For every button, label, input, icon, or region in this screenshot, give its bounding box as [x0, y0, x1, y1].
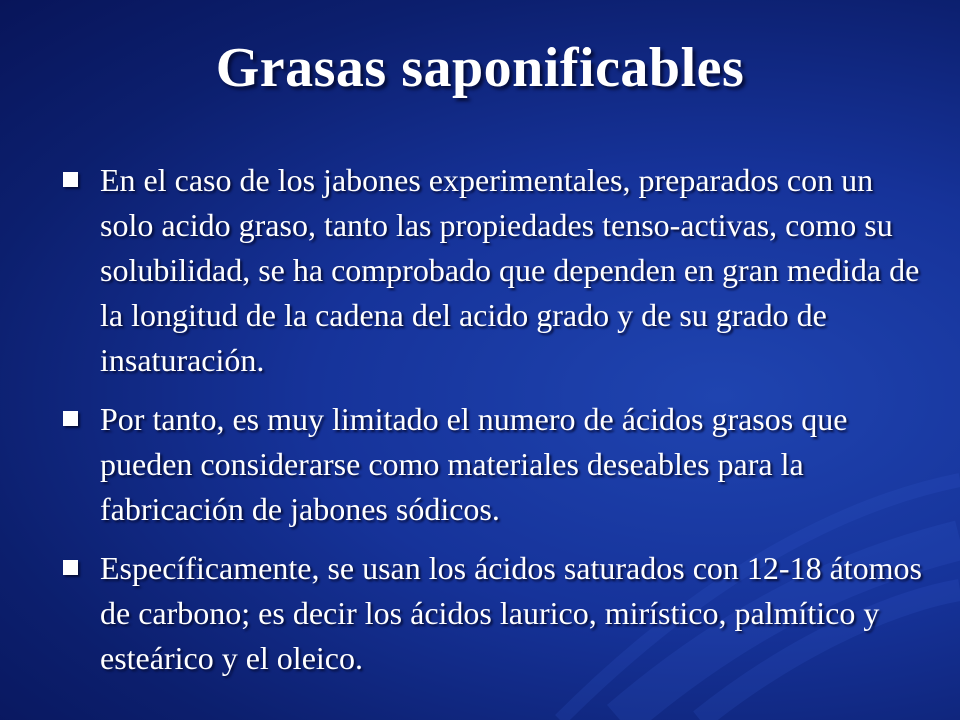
- bullet-item: [60, 158, 930, 383]
- bullet-list: [60, 158, 930, 695]
- square-bullet-icon: [63, 172, 78, 187]
- square-bullet-icon: [63, 560, 78, 575]
- bullet-text: En el caso de los jabones experimentales, preparados con un solo acido graso, tanto las propiedades tenso-activas, como su solubilidad, se ha comprobado que dependen en gran medida de la longitud de la cadena del acido grado y de su grado de insaturación.: [100, 162, 920, 378]
- bullet-text: Por tanto, es muy limitado el numero de ácidos grasos que pueden considerarse como materiales deseables para la fabricación de jabones sódicos.: [100, 401, 848, 527]
- bullet-text: Específicamente, se usan los ácidos saturados con 12-18 átomos de carbono; es decir los ácidos laurico, mirístico, palmítico y esteárico y el oleico.: [100, 550, 922, 676]
- bullet-item: [60, 397, 930, 532]
- bullet-item: [60, 546, 930, 681]
- square-bullet-icon: [63, 411, 78, 426]
- slide-title: Grasas saponificables: [215, 37, 745, 99]
